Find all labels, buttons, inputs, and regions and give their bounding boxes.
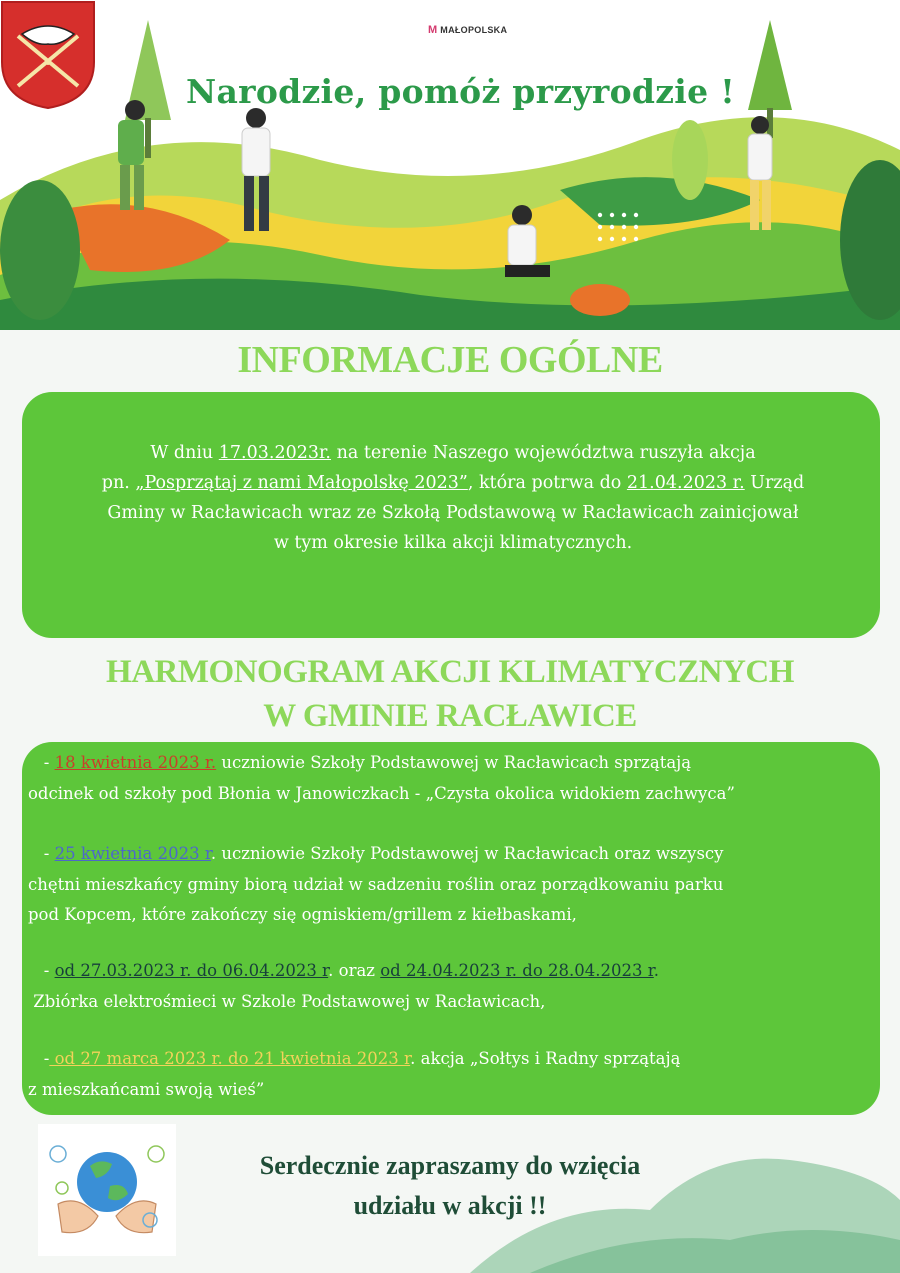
end-date: 21.04.2023 r. — [626, 473, 745, 493]
nature-illustration — [0, 0, 900, 330]
decorative-hill — [470, 1130, 900, 1273]
schedule-card — [22, 742, 880, 1115]
schedule-date-3a: od 27.03.2023 r. do 06.04.2023 r — [54, 961, 329, 980]
schedule-item-2: - 25 kwietnia 2023 r. uczniowie Szkoły Podstawowej w Racławicach oraz wszyscy chętni mieszkańcy gminy biorą udział w sadzeniu roślin oraz porządkowaniu parku pod Kopcem, które zakończy się ogniskiem/grillem z kiełbaskami, — [28, 844, 724, 924]
schedule-date-4: od 27 marca 2023 r. do 21 kwietnia 2023 r — [49, 1049, 411, 1068]
schedule-item-3: - od 27.03.2023 r. do 06.04.2023 r. oraz od 24.04.2023 r. do 28.04.2023 r. Zbiórka elektrośmieci w Szkole Podstawowej w Racławicach, — [33, 961, 660, 1011]
schedule-date-3b: od 24.04.2023 r. do 28.04.2023 r — [380, 961, 654, 980]
malopolska-logo: M MAŁOPOLSKA — [428, 24, 508, 36]
general-info-card — [22, 392, 880, 638]
schedule-heading: HARMONOGRAM AKCJI KLIMATYCZNYCH W GMINIE RACŁAWICE — [106, 654, 794, 734]
banner — [0, 0, 900, 330]
action-name: „Posprzątaj z nami Małopolskę 2023” — [135, 473, 468, 493]
schedule-item-1: - 18 kwietnia 2023 r. uczniowie Szkoły Podstawowej w Racławicach sprzątają odcinek od szkoły pod Błonia w Janowiczkach - „Czysta okolica widokiem zachwyca” — [28, 753, 735, 803]
schedule-item-4: - od 27 marca 2023 r. do 21 kwietnia 2023 r. akcja „Sołtys i Radny sprzątają z mieszkańcami swoją wieś” — [28, 1049, 681, 1099]
general-info-heading: INFORMACJE OGÓLNE — [237, 339, 663, 381]
general-info-text: W dniu 17.03.2023r. na terenie Naszego województwa ruszyła akcja pn. „Posprzątaj z nami Małopolskę 2023”, która potrwa do 21.04.2023 r. Urząd Gminy w Racławicach wraz ze Szkołą Podstawową w Racławicach zainicjował w tym okresie kilka akcji klimatycznych. — [101, 443, 805, 553]
coat-of-arms-icon — [0, 0, 96, 110]
banner-title: Narodzie, pomóż przyrodzie ! — [186, 72, 736, 111]
closing-invitation: Serdecznie zapraszamy do wzięcia udziału w akcji !! — [259, 1151, 641, 1220]
schedule-date-2: 25 kwietnia 2023 r — [54, 844, 211, 863]
start-date: 17.03.2023r. — [218, 443, 331, 463]
schedule-date-1: 18 kwietnia 2023 r. — [54, 753, 217, 772]
globe-in-hands-icon — [38, 1124, 176, 1256]
